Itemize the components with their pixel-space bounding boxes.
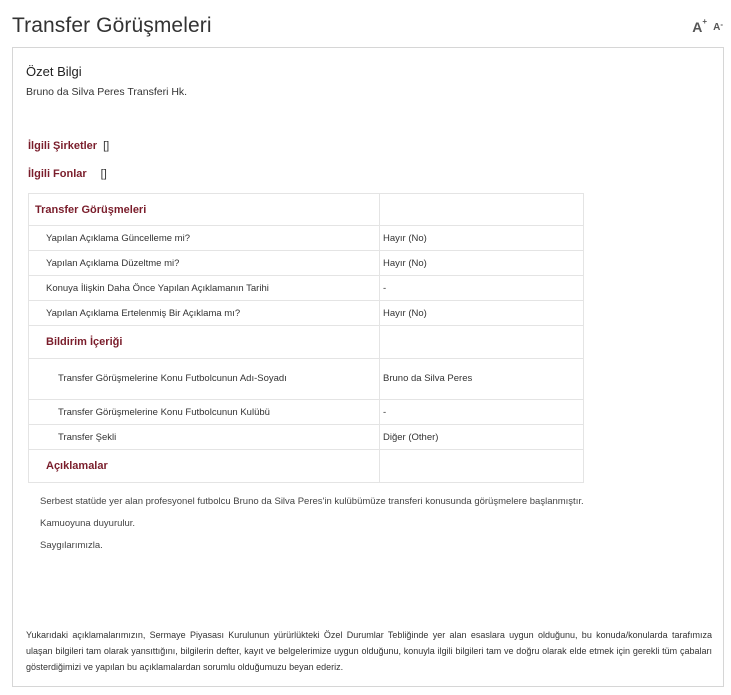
related-companies-value: []	[103, 140, 110, 152]
row-label: Transfer Görüşmelerine Konu Futbolcunun Kulübü	[29, 400, 380, 425]
content-section-header	[29, 326, 584, 359]
related-funds[interactable]	[28, 168, 107, 180]
disclaimer-text: Yukarıdaki açıklamalarımızın, Sermaye Piyasası Kurulunun yürürlükteki Özel Durumlar Tebliğinde yer alan esaslara uygun olduğunu, bu konuda/konularda tarafımıza ulaşan bilgileri tam olarak yansıttığını, bilgilerin defter, kayıt ve belgelerimize uygun olduğunu, konuyla ilgili bilgileri tam ve doğru olarak elde etmek için gerekli tüm çabaları gösterdiğimizi ve yapılan bu açıklamalardan sorumlu olduğumuzu beyan ederiz.	[26, 630, 712, 672]
font-decrease-sign: -	[720, 20, 723, 29]
explanation-paragraph-1: Serbest statüde yer alan profesyonel futbolcu Bruno da Silva Peres'in kulübümüze transferi konusunda görüşmelere başlanmıştır.	[40, 496, 584, 507]
table-row	[29, 301, 584, 326]
row-label: Yapılan Açıklama Güncelleme mi?	[29, 226, 380, 251]
row-label: Yapılan Açıklama Düzeltme mi?	[29, 251, 380, 276]
font-increase-letter: A	[692, 19, 703, 35]
table-row	[29, 425, 584, 450]
content-title: Bildirim İçeriği	[29, 326, 380, 359]
explanation-text	[40, 494, 584, 560]
explanation-paragraph-2: Kamuoyuna duyurulur.	[40, 518, 136, 529]
summary-text: Bruno da Silva Peres Transferi Hk.	[26, 86, 188, 98]
section-empty-cell	[380, 194, 584, 226]
disclosure-panel	[12, 47, 724, 687]
table-section-header	[29, 194, 584, 226]
related-companies-label[interactable]: İlgili Şirketler	[28, 140, 98, 152]
explanations-section-header	[29, 450, 584, 483]
font-increase-sign: +	[702, 17, 708, 26]
row-value: Bruno da Silva Peres	[380, 359, 584, 400]
table-row	[29, 251, 584, 276]
row-label-text: Transfer Görüşmelerine Konu Futbolcunun Adı-Soyadı	[58, 373, 287, 384]
row-value: -	[380, 400, 584, 425]
details-table	[28, 193, 584, 483]
explanation-paragraph-3: Saygılarımızla.	[40, 540, 103, 551]
font-decrease-letter: A	[713, 22, 721, 33]
related-funds-label[interactable]: İlgili Fonlar	[28, 168, 87, 180]
explanations-empty-cell	[380, 450, 584, 483]
row-label: Konuya İlişkin Daha Önce Yapılan Açıklamanın Tarihi	[29, 276, 380, 301]
explanations-title: Açıklamalar	[29, 450, 380, 483]
row-value: Diğer (Other)	[380, 425, 584, 450]
table-row	[29, 400, 584, 425]
font-decrease-button[interactable]	[713, 22, 723, 33]
section-title: Transfer Görüşmeleri	[29, 194, 380, 226]
table-row	[29, 359, 584, 400]
related-companies[interactable]	[28, 140, 109, 152]
font-size-controls	[692, 19, 723, 35]
table-row	[29, 276, 584, 301]
table-row	[29, 226, 584, 251]
font-increase-button[interactable]	[692, 19, 707, 35]
row-value: Hayır (No)	[380, 301, 584, 326]
content-empty-cell	[380, 326, 584, 359]
page-title: Transfer Görüşmeleri	[12, 14, 212, 37]
summary-heading: Özet Bilgi	[26, 64, 82, 79]
row-value: Hayır (No)	[380, 251, 584, 276]
row-label: Yapılan Açıklama Ertelenmiş Bir Açıklama mı?	[29, 301, 380, 326]
row-value: Hayır (No)	[380, 226, 584, 251]
row-value: -	[380, 276, 584, 301]
row-label	[29, 359, 380, 400]
row-label: Transfer Şekli	[29, 425, 380, 450]
related-funds-value: []	[100, 168, 107, 180]
